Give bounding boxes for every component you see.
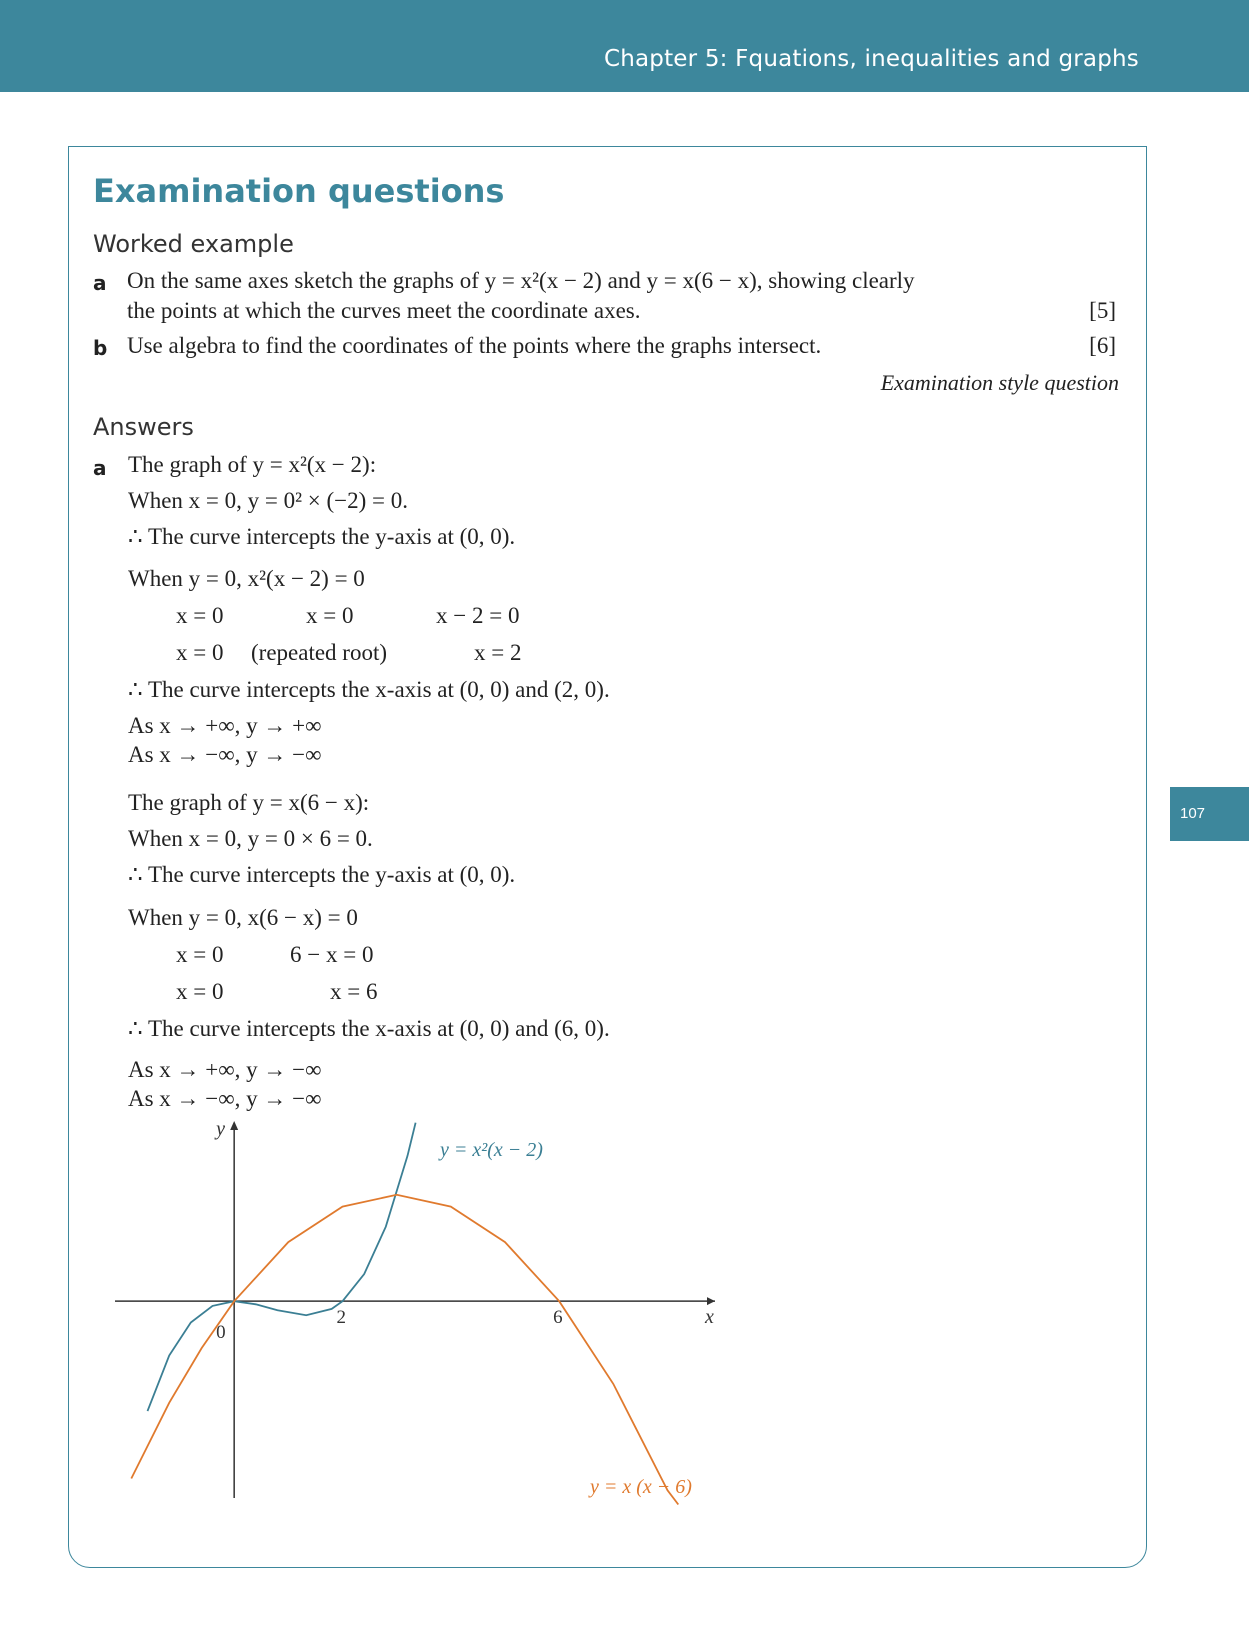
chapter-title: Chapter 5: Fquations, inequalities and graphs: [603, 46, 1139, 72]
answer-line: ∴ The curve intercepts the y-axis at (0, 0).: [128, 524, 516, 549]
cubic-curve: [148, 1123, 416, 1411]
quadratic-curve: [131, 1195, 678, 1505]
answers-heading: Answers: [93, 413, 194, 441]
answer-line: The graph of y = x²(x − 2):: [128, 452, 377, 477]
answer-line: x = 0: [176, 942, 224, 967]
answer-a-label: a: [93, 456, 107, 480]
question-a-line1: On the same axes sketch the graphs of y = x²(x − 2) and y = x(6 − x), showing clearly: [127, 268, 915, 293]
question-b-label: b: [93, 336, 108, 360]
answer-line: ∴ The curve intercepts the x-axis at (0, 0) and (2, 0).: [128, 677, 610, 702]
x-axis-label: x: [705, 1306, 714, 1329]
answer-line: x = 0: [176, 979, 224, 1004]
y-axis-arrow: [230, 1121, 238, 1130]
y-axis-label: y: [216, 1118, 226, 1140]
answer-line: When x = 0, y = 0² × (−2) = 0.: [128, 488, 408, 513]
x-axis-arrow: [707, 1297, 715, 1305]
answer-line: As x → −∞, y → −∞: [128, 1086, 322, 1111]
answer-line: x − 2 = 0: [436, 603, 520, 628]
page-number-tab: 107: [1170, 787, 1249, 841]
header-bar: [0, 0, 1249, 92]
x-tick-label: 2: [336, 1307, 346, 1329]
question-b-text: Use algebra to find the coordinates of the points where the graphs intersect.: [127, 333, 822, 358]
answer-line: x = 6: [330, 979, 378, 1004]
answer-line: 6 − x = 0: [290, 942, 374, 967]
answer-line: ∴ The curve intercepts the x-axis at (0, 0) and (6, 0).: [128, 1016, 610, 1041]
answer-line: As x → −∞, y → −∞: [128, 742, 322, 767]
answer-line: x = 2: [474, 640, 522, 665]
question-source: Examination style question: [880, 370, 1119, 395]
worked-example-heading: Worked example: [93, 230, 294, 258]
question-a-marks: [5]: [1089, 298, 1116, 323]
answer-line: (repeated root): [251, 640, 388, 665]
answer-line: When y = 0, x²(x − 2) = 0: [128, 566, 365, 591]
origin-label: 0: [216, 1322, 226, 1344]
series-label: y = x²(x − 2): [440, 1139, 543, 1161]
series-label: y = x (x − 6): [590, 1476, 692, 1498]
question-a-line2: the points at which the curves meet the coordinate axes.: [127, 298, 641, 323]
answer-line: x = 0: [306, 603, 354, 628]
answer-line: ∴ The curve intercepts the y-axis at (0, 0).: [128, 862, 516, 887]
answer-line: When x = 0, y = 0 × 6 = 0.: [128, 826, 373, 851]
section-title: Examination questions: [93, 172, 505, 210]
question-a-label: a: [93, 271, 107, 295]
answer-line: As x → +∞, y → +∞: [128, 713, 322, 738]
question-b-marks: [6]: [1089, 333, 1116, 358]
answer-line: x = 0: [176, 640, 224, 665]
answer-line: The graph of y = x(6 − x):: [128, 790, 370, 815]
sketch-graph: [115, 1118, 765, 1508]
answer-line: When y = 0, x(6 − x) = 0: [128, 905, 358, 930]
answer-line: x = 0: [176, 603, 224, 628]
x-tick-label: 6: [553, 1307, 563, 1329]
answer-line: As x → +∞, y → −∞: [128, 1057, 322, 1082]
